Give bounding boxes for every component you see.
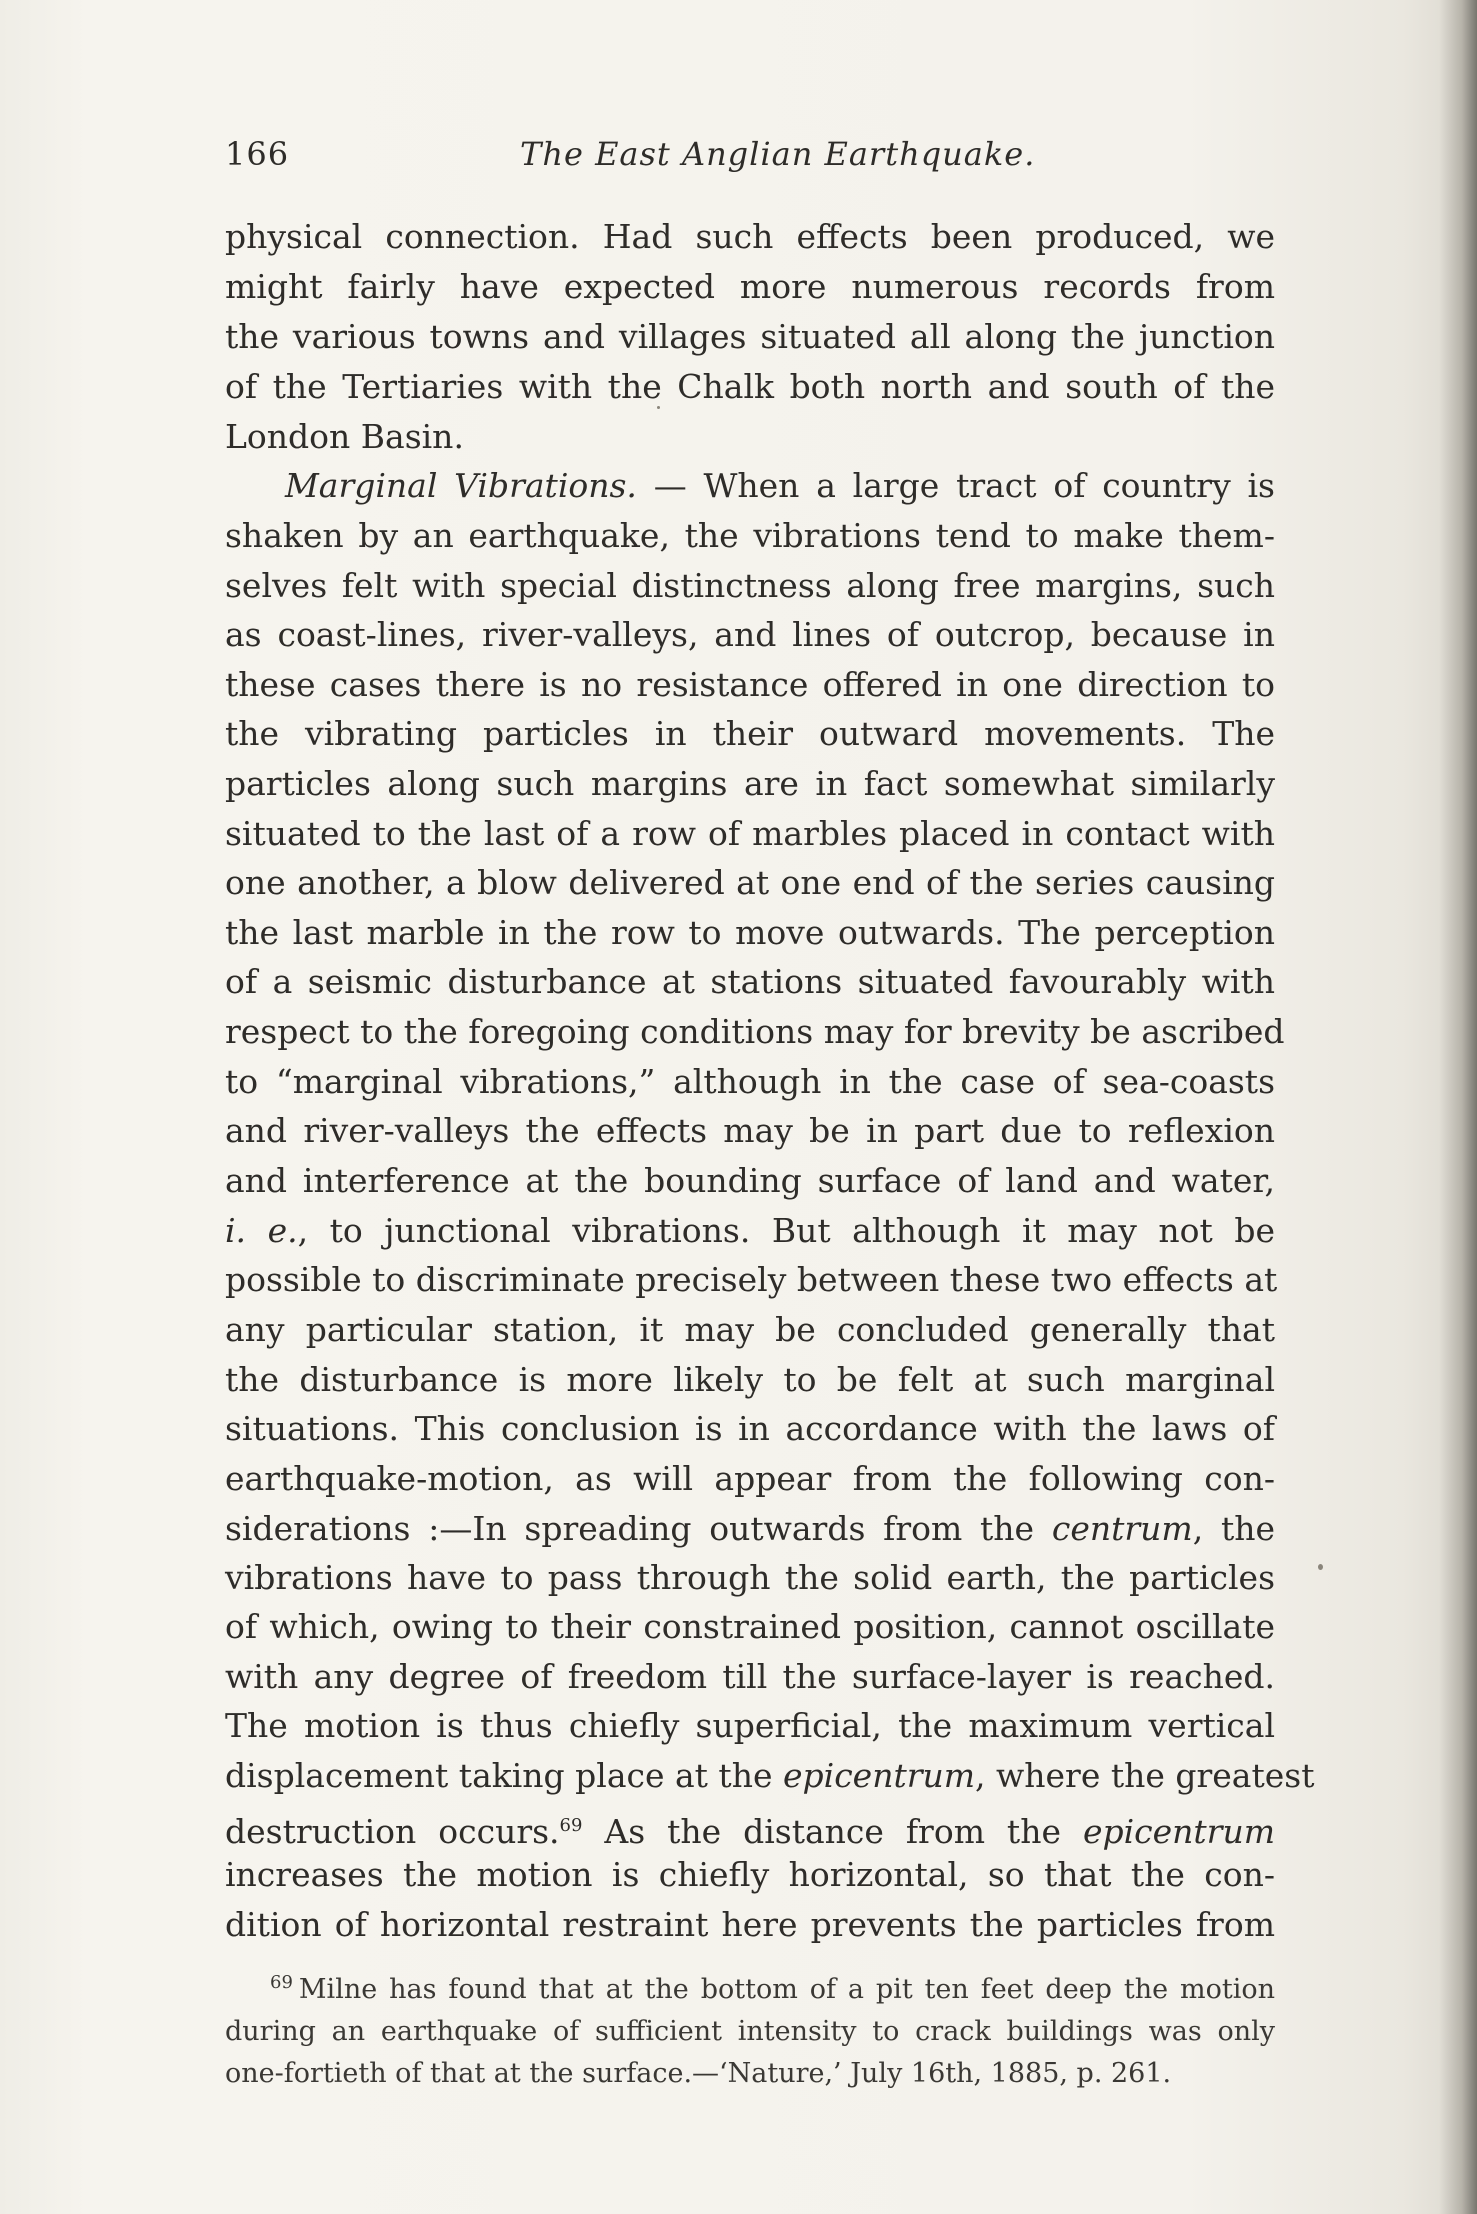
text-line: particles along such margins are in fact somewhat similarly <box>225 764 1275 803</box>
text-line: and river-valleys the effects may be in part due to reflexion <box>225 1111 1275 1150</box>
text-line: dition of horizontal restraint here prevents the particles from <box>225 1905 1275 1944</box>
footnote-line: $^{69}$ Milne has found that at the bottom of a pit ten feet deep the motion <box>270 1972 1275 2005</box>
text-line: the various towns and villages situated all along the junction <box>225 317 1275 356</box>
text-line: the disturbance is more likely to be felt at such marginal <box>225 1360 1275 1399</box>
text-line: possible to discriminate precisely between these two effects at <box>225 1260 1278 1299</box>
text-line: siderations :—In spreading outwards from the centrum, the <box>225 1509 1275 1548</box>
text-line: respect to the foregoing conditions may for brevity be ascribed <box>225 1012 1285 1051</box>
text-line: of the Tertiaries with the Chalk both north and south of the <box>225 367 1275 406</box>
text-line: The motion is thus chiefly superficial, the maximum vertical <box>225 1706 1275 1745</box>
text-line: London Basin. <box>225 417 464 456</box>
text-line: situated to the last of a row of marbles placed in contact with <box>225 814 1275 853</box>
text-line: earthquake-motion, as will appear from the following con- <box>225 1459 1275 1498</box>
text-line: one another, a blow delivered at one end of the series causing <box>225 863 1275 902</box>
footnote-line: one-fortieth of that at the surface.—‘Nature,’ July 16th, 1885, p. 261. <box>225 2058 1172 2089</box>
text-line: i. e., to junctional vibrations. But although it may not be <box>225 1211 1276 1250</box>
text-line: situations. This conclusion is in accordance with the laws of <box>225 1409 1275 1448</box>
text-line: might fairly have expected more numerous records from <box>225 267 1275 306</box>
footnote-line: during an earthquake of sufficient intensity to crack buildings was only <box>225 2016 1275 2047</box>
text-line: physical connection. Had such effects been produced, we <box>225 217 1275 256</box>
text-line: shaken by an earthquake, the vibrations tend to make them- <box>225 516 1275 555</box>
text-line: of which, owing to their constrained position, cannot oscillate <box>225 1607 1275 1646</box>
page-header <box>225 135 1275 185</box>
text-line: vibrations have to pass through the solid earth, the particles <box>225 1558 1275 1597</box>
text-line: destruction occurs.$^{69}$ As the distance from the epicentrum <box>225 1812 1275 1851</box>
text-line: any particular station, it may be concluded generally that <box>225 1310 1275 1349</box>
paper-speck <box>657 406 660 409</box>
page-edge-shadow <box>1439 0 1477 2214</box>
text-line: and interference at the bounding surface of land and water, <box>225 1161 1275 1200</box>
running-title: The East Anglian Earthquake. <box>520 135 1036 173</box>
text-line: the vibrating particles in their outward movements. The <box>225 714 1275 753</box>
paper-speck <box>1318 1564 1323 1570</box>
text-line: increases the motion is chiefly horizontal, so that the con- <box>225 1855 1275 1894</box>
text-line: these cases there is no resistance offered in one direction to <box>225 665 1275 704</box>
text-line: with any degree of freedom till the surface-layer is reached. <box>225 1657 1275 1696</box>
page-number: 166 <box>225 135 290 173</box>
text-line: to “marginal vibrations,” although in the case of sea-coasts <box>225 1062 1275 1101</box>
text-line: Marginal Vibrations. — When a large tract of country is <box>285 466 1275 505</box>
text-line: the last marble in the row to move outwards. The perception <box>225 913 1275 952</box>
text-line: displacement taking place at the epicentrum, where the greatest <box>225 1756 1315 1795</box>
text-line: selves felt with special distinctness along free margins, such <box>225 566 1275 605</box>
text-line: as coast-lines, river-valleys, and lines of outcrop, because in <box>225 615 1275 654</box>
footnote-marker: 69 <box>270 1972 293 1993</box>
text-line: of a seismic disturbance at stations situated favourably with <box>225 962 1275 1001</box>
